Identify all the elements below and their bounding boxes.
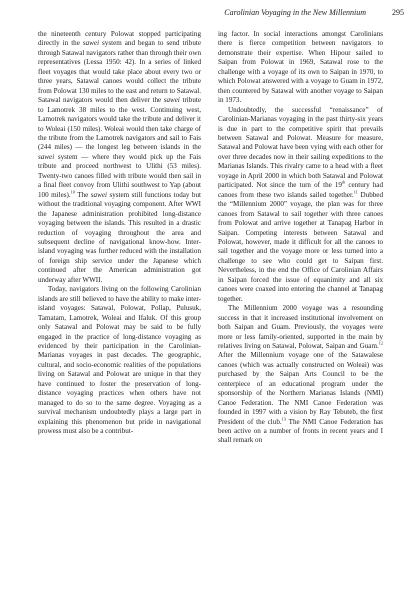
- term-sawei: sawei: [82, 39, 100, 48]
- running-title: Carolinian Voyaging in the New Millennium: [224, 8, 366, 17]
- right-column: [218, 30, 383, 446]
- footnote-ref-10[interactable]: 10: [70, 189, 75, 195]
- footnote-ref-12[interactable]: 12: [378, 340, 383, 346]
- left-column: [38, 30, 201, 436]
- right-paragraph-3-part-b: After the Millennium voyage one of the Satawalese canoes (which was actually constructed on Woleai) was purchased by the Saipan Arts Council to be the centerpiece of an educational program under the sponsorship of the Northern Marianas Islands (NMI) Canoe Federation. The NMI Canoe Federation was founded in 1997 with a vision by Ray Tebuteb, the first President of the club.: [218, 351, 383, 426]
- right-paragraph-1: ing factor. In social interactions amongst Carolinians there is fierce competition between navigators to demonstrate their expertise. When Hipour sailed to Saipan from Polowat in 1969, Satawal rose to the challenge with a voyage of its own to Saipan in 1970, to which Polowat answered with a voyage to Guam in 1972, then countered by Satawal with another voyage to Saipan in 1973.: [218, 30, 383, 105]
- right-paragraph-2-part-a: Undoubtedly, the successful “renaissance” of Carolinian-Marianas voyaging in the past thirty-six years is due in part to the competitive spirit that prevails between Satawal and Polowat. Measure for measure, Satawal and Polowat have been vying with each other for over three decades now in their sailing expeditions to the Marianas Islands. This rivalry came to a head with a fleet voyage in April 2000 in which both Satawal and Polowat participated. Not since the turn of the 19: [218, 105, 383, 190]
- right-paragraph-2: [218, 106, 383, 305]
- term-sawei: sawei: [38, 152, 55, 161]
- right-paragraph-3-part-c: The NMI Canoe Federation has been active on a number of fronts in recent years and I shall remark on: [218, 417, 383, 445]
- footnote-ref-11[interactable]: 11: [353, 189, 358, 195]
- page-header: [38, 7, 404, 19]
- right-paragraph-2-part-c: Dubbed the “Millennium 2000” voyage, the plan was for three canoes from Satawal to sail together with three canoes from Polowat and arrive together at Tanapag Harbor in Saipan. Competing interests between Satawal and Polowat, however, made it difficult for all the canoes to sail together and the voyage more or less turned into a challenge to see who could get to Saipan first. Nevertheless, in the end the Office of Carolinian Affairs in Saipan forced the issue of equanimity and all six canoes were coaxed into entering the channel at Tanapag together.: [218, 190, 383, 303]
- right-paragraph-3: [218, 304, 383, 446]
- right-paragraph-2-part-b: century had canoes from these two islands sailed together.: [218, 181, 384, 199]
- term-sawei: sawei: [90, 190, 107, 199]
- left-paragraph-1-text: the nineteenth century Polowat stopped participating directly in the sawei system and began to send tribute through Satawal navigators rather than through their own representatives (Lessa 1950: 42). In a series of linked fleet voyages that would take place about every two or three years, Satawal canoes would collect the tribute from Polowat 130 miles to the east and return to Satawal. Satawal navigators would then deliver the sawei tribute to Lamotrek 38 miles to the west. Continuing west, Lamotrek navigators would take the tribute and deliver it to Woleai (150 miles). Woleai would then take charge of the tribute from the Lamotrek navigators and sail to Fais (244 miles) — the longest leg between islands in the sawei system — where they would pick up the Fais tribute and proceed northwest to Ulithi (53 miles). Twenty-two canoes filled with tribute would then sail in a final fleet convoy from Ulithi southwest to Yap (about 100 miles).: [38, 30, 201, 199]
- left-paragraph-1-end: The sawei system still functions today but without the traditional voyaging component. After WWI the Japanese administration prohibited long-distance voyaging between the islands. This resulted in a drastic reduction of voyaging throughout the area and subsequent decline of navigational know-how. Inter-island voyaging was further reduced with the installation of foreign ship service under the Japanese which continued after the American administration got underway after WWII.: [38, 190, 201, 284]
- footnote-ref-13[interactable]: 13: [281, 416, 286, 422]
- term-sawei: sawei: [163, 96, 180, 105]
- left-paragraph-1: [38, 30, 201, 285]
- page-number: 295: [392, 8, 404, 17]
- right-paragraph-3-part-a: The Millennium 2000 voyage was a resounding success in that it increased institutional involvement on both Saipan and Guam. Previously, the voyages were more or less family-oriented, supported in the main by relatives living on Satawal, Polowat, Saipan and Guam.: [218, 304, 383, 350]
- superscript-th: th: [341, 179, 346, 185]
- left-paragraph-2: Today, navigators living on the following Carolinian islands are still believed to have the ability to make inter-island voyages: Satawal, Polowat, Pollap, Pulusuk, Tamatam, Lamotrek, Woleai and Ifaluk. Of this group only Satawal and Polowat may be said to be fully engaged in the practice of long-distance voyaging as evidenced by their participation in the Carolinian-Marianas voyages in past decades. The geographic, cultural, and socio-economic realities of the populations living on Satawal and Polowat are unique in that they have continued to foster the preservation of long-distance voyaging practices when others have not managed to do so to the same degree. Voyaging as a survival mechanism undoubtedly plays a large part in explaining this phenomenon but pride in navigational prowess must also be a contribut-: [38, 285, 201, 436]
